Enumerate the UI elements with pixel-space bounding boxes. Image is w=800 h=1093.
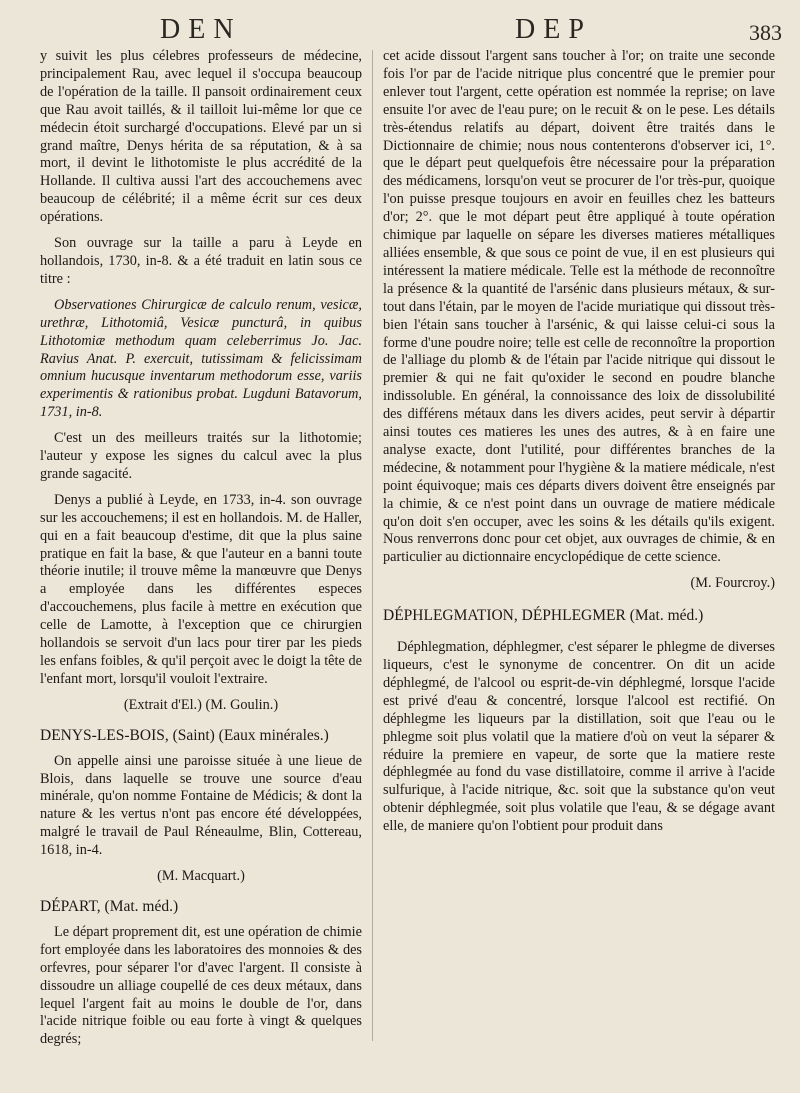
- left-column: [40, 48, 362, 1057]
- column-divider: [372, 50, 373, 1041]
- paragraph: On appelle ainsi une paroisse située à une lieue de Blois, dans laquelle se trouve une source d'eau minérale, qu'on nomme Fontaine de Médicis; & dont la nature & les vertus n'ont pas encore été développées, malgré le travail de Paul Réneaulme, Blin, Cottereau, 1618, in-4.: [40, 752, 362, 859]
- paragraph: y suivit les plus célebres professeurs de médecine, principalement Rau, avec lequel il s'occupa beaucoup de l'opération de la taille. Il pansoit ordinairement ceux que Rau avoit taillés, & il tailloit lui-même lor que ce médecin étoit surchargé d'occupations. Elevé par un si grand maître, Denys hérita de sa réputation, & à sa mort, il devint le lithotomiste le plus accrédité de la Hollande. Il cultiva aussi l'art des accouchemens avec beaucoup de célébrité; il a même écrit sur ces deux opérations.: [40, 48, 362, 226]
- attribution: (M. Fourcroy.): [690, 575, 775, 592]
- entry-heading: DENYS-LES-BOIS, (Saint) (Eaux minérales.): [40, 726, 329, 744]
- paragraph: cet acide dissout l'argent sans toucher à l'or; on traite une seconde fois l'or par de l'acide nitrique plus concentré que le premier pour enlever tout l'argent, cette opération est nommée la reprise; on lave ensuite l'or avec de l'eau pure; on le recuit & on le pese. Les détails très-étendus relatifs au départ, doivent être traités dans le Dictionnaire de chimie; nous nous contenterons d'observer ici, 1°. que le départ peut quelquefois être nécessaire pour la préparation des médicamens, lorsqu'on veut se procurer de l'or très-pur, quoique l'on puisse presque toujours en avoir en feuilles chez les batteurs d'or; 2°. que le mot départ peut être appliqué à toute opération chimique par laquelle on sépare les diverses matieres métalliques alliées ensemble, & que sous ce point de vue, il en est plusieurs qui intéressent la matiere médicale. Telle est la méthode de reconnoître la présence & la quantité de l'arsénic dans plusieurs métaux, & sur-tout dans l'étain, par le moyen de l'acide muriatique qui dissout très-bien l'étain sans toucher à l'arsénic, & qui laisse celui-ci sous la forme d'une poudre noire; telle est celle de reconnoître la proportion de l'alliage du plomb & de l'étain par l'acide nitrique qui dissout le premier & qui ne fait qu'oxider le second en poudre blanche indissoluble. En général, la connoissance des loix de dissolubilité des différens métaux dans les divers acides, peut servir à départir ainsi toutes ces matieres les unes des autres, & à en faire une analyse exacte, dont l'utilité, pour différentes branches de la médecine, & notamment pour l'hygiène & la matiere médicale, n'est point équivoque; mais ces départs divers doivent être enseignés par la chimie, & ce n'est point dans un ouvrage de matiere médicale qu'on doit s'en occuper, avec les soins & les détails qu'ils exigent. Nous renverrons donc pour cet objet, aux ouvrages de chimie, & en particulier au dictionnaire encyclopédique de cette science.: [383, 48, 775, 566]
- entry-heading: DÉPHLEGMATION, DÉPHLEGMER (Mat. méd.): [383, 607, 704, 625]
- running-head-right: DEP: [515, 14, 592, 45]
- latin-title: Observationes Chirurgicæ de calculo renum, vesicæ, urethræ, Lithotomiâ, Vesicæ puncturâ, in quibus Lithotomiæ methodum quam celeberrimus Jo. Jac. Ravius Anat. P. exercuit, tutissimam & felicissimam omnium hucusque inventarum methodorum esse, variis experimentis & rationibus probat. Lugduni Batavorum, 1731, in-8.: [40, 296, 362, 421]
- paragraph: Déphlegmation, déphlegmer, c'est séparer le phlegme de diverses liqueurs, c'est le synonyme de concentrer. On dit un acide déphlegmé, de l'alcool ou esprit-de-vin déphlegmé, lorsque l'acide est privé d'eau & concentré, lorsque l'alcool est rectifié. On déphlegme les liqueurs par la distillation, soit que l'eau ou le phlegme soit plus volatil que la matiere d'où on veut la séparer & réduire la premiere en vapeur, de sorte que la matiere reste déphlegmée au fond du vase distillatoire, comme il arrive à l'acide sulfurique, à l'acide nitrique, &c. soit que la substance qu'on veut obtenir déphlegmée, soit plus volatile que l'eau, & se dégage avant elle, de maniere qu'on l'obtient pour produit dans: [383, 639, 775, 835]
- paragraph: Denys a publié à Leyde, en 1733, in-4. son ouvrage sur les accouchemens; il est en hollandois. M. de Haller, qui en a fait beaucoup d'estime, dit que la plus saine pratique en fait la base, & que l'auteur en a banni toute théorie inutile; il trouve même la manœuvre que Denys a employée dans les différentes especes d'accouchemens, plus facile à mettre en exécution que celle de Lamotte, à l'exception que ce chirurgien hollandois se servoit d'un lacs pour tirer par les pieds les enfans foibles, & qu'il perçoit avec le doigt la tête de l'enfant mort, lorsqu'il vouloit l'extraire.: [40, 491, 362, 687]
- page-number: 383: [749, 20, 782, 45]
- right-column: [383, 48, 775, 844]
- paragraph: C'est un des meilleurs traités sur la lithotomie; l'auteur y expose les signes du calcul avec la plus grande sagacité.: [40, 430, 362, 482]
- attribution: (Extrait d'El.) (M. Goulin.): [123, 696, 279, 713]
- paragraph: Le départ proprement dit, est une opération de chimie fort employée dans les laboratoires des monnoies & des orfevres, pour séparer l'or d'avec l'argent. Il consiste à dissoudre un alliage coupellé de ces deux métaux, dans lequel l'argent fait au moins le double de l'or, dans l'acide nitrique foible ou eau forte à vingt & quelques degrés;: [40, 923, 362, 1048]
- entry-heading: DÉPART, (Mat. méd.): [40, 897, 179, 915]
- paragraph: Son ouvrage sur la taille a paru à Leyde en hollandois, 1730, in-8. & a été traduit en latin sous ce titre :: [40, 235, 362, 287]
- attribution: (M. Macquart.): [157, 868, 245, 885]
- running-head-left: DEN: [160, 14, 242, 45]
